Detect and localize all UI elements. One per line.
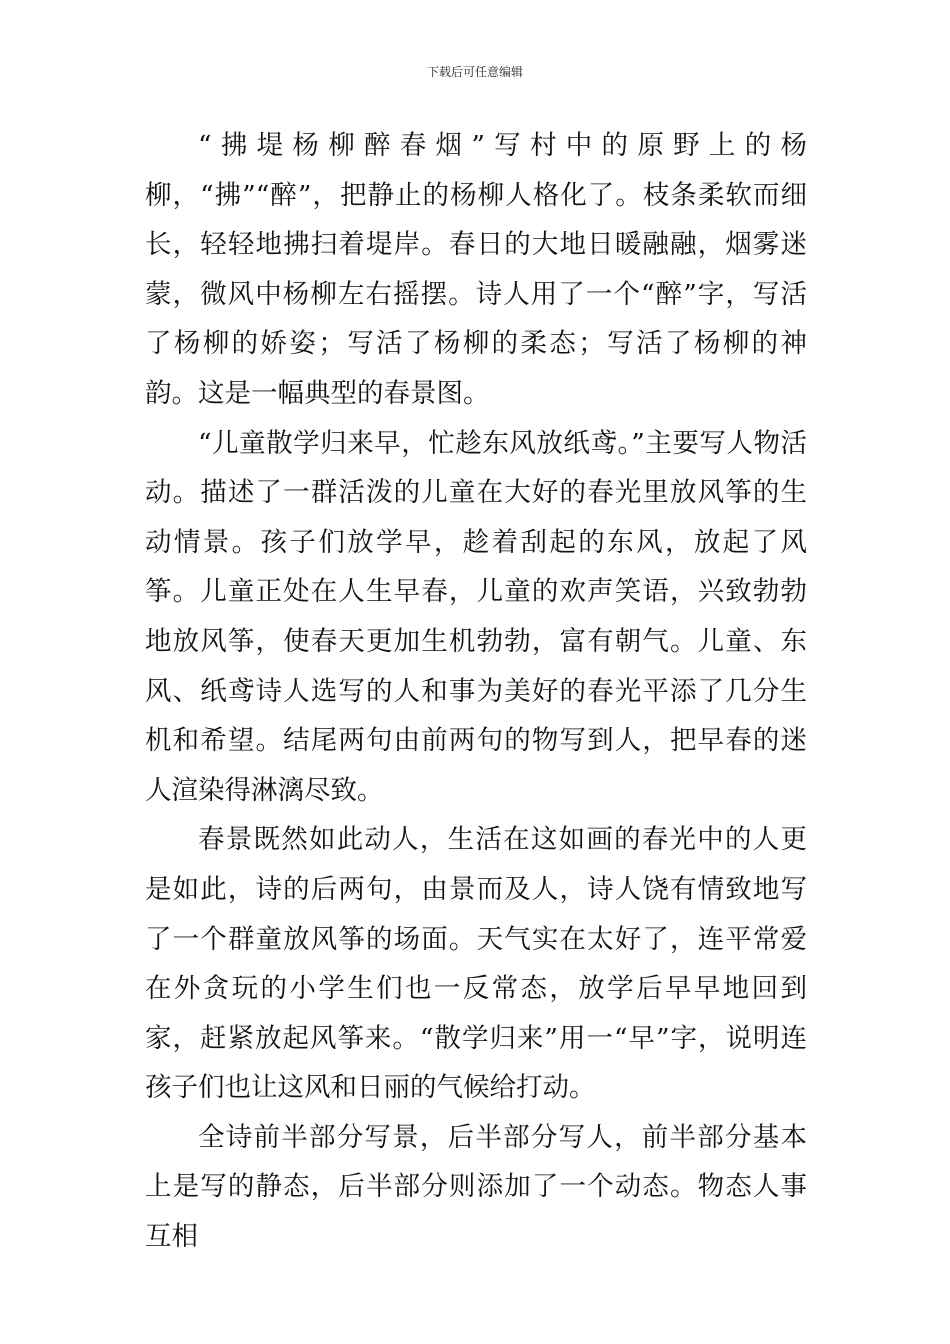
paragraph: 春景既然如此动人，生活在这如画的春光中的人更是如此，诗的后两句，由景而及人，诗人饶有情致地写了一个群童放风筝的场面。天气实在太好了，连平常爱在外贪玩的小学生们也一反常态，放学后早早地回到家，赶紧放起风筝来。“散学归来”用一“早”字，说明连孩子们也让这风和日丽的气候给打动。: [145, 824, 807, 1104]
paragraph: “拂堤杨柳醉春烟”写村中的原野上的杨柳，“拂”“醉”，把静止的杨柳人格化了。枝条柔软而细长，轻轻地拂扫着堤岸。春日的大地日暖融融，烟雾迷蒙，微风中杨柳左右摇摆。诗人用了一个“醉”字，写活了杨柳的娇姿；写活了杨柳的柔态；写活了杨柳的神韵。这是一幅典型的春景图。: [145, 130, 807, 409]
paragraph: “儿童散学归来早，忙趁东风放纸鸢。”主要写人物活动。描述了一群活泼的儿童在大好的春光里放风筝的生动情景。孩子们放学早，趁着刮起的东风，放起了风筝。儿童正处在人生早春，儿童的欢声笑语，兴致勃勃地放风筝，使春天更加生机勃勃，富有朝气。儿童、东风、纸鸢诗人选写的人和事为美好的春光平添了几分生机和希望。结尾两句由前两句的物写到人，把早春的迷人渲染得淋漓尽致。: [145, 427, 807, 806]
paragraph: 全诗前半部分写景，后半部分写人，前半部分基本上是写的静态，后半部分则添加了一个动态。物态人事互相: [145, 1121, 807, 1253]
document-body: [145, 121, 807, 1262]
page-header-note: 下载后可任意编辑: [426, 65, 523, 79]
